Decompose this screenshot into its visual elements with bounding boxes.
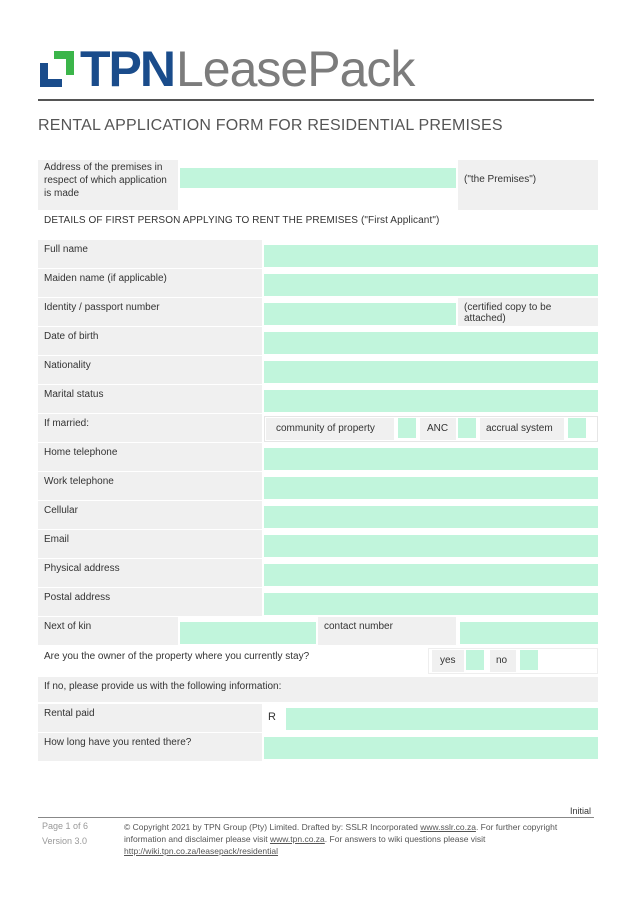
owner-no-label: no: [490, 650, 516, 672]
cellular-label: Cellular: [38, 501, 262, 529]
owner-no-checkbox[interactable]: [520, 650, 538, 670]
sslr-link[interactable]: www.sslr.co.za: [420, 822, 476, 832]
next-of-kin-label: Next of kin: [38, 617, 178, 645]
option-community-checkbox[interactable]: [398, 418, 416, 438]
rental-paid-label: Rental paid: [38, 704, 262, 732]
nationality-input[interactable]: [264, 361, 598, 383]
postal-address-input[interactable]: [264, 593, 598, 615]
work-tel-label: Work telephone: [38, 472, 262, 500]
option-accrual-checkbox[interactable]: [568, 418, 586, 438]
contact-number-input[interactable]: [460, 622, 598, 644]
premises-suffix: ("the Premises"): [458, 160, 598, 210]
physical-address-label: Physical address: [38, 559, 262, 587]
work-tel-input[interactable]: [264, 477, 598, 499]
owner-yes-label: yes: [432, 650, 464, 672]
page-number: Page 1 of 6: [42, 821, 89, 831]
currency-symbol: R: [268, 711, 276, 723]
form-title: RENTAL APPLICATION FORM FOR RESIDENTIAL PREMISES: [38, 117, 503, 134]
option-anc-checkbox[interactable]: [458, 418, 476, 438]
logo-leasepack-text: LeasePack: [176, 41, 415, 97]
version-label: Version 3.0: [42, 836, 88, 846]
tpn-leasepack-logo: [38, 41, 415, 97]
email-input[interactable]: [264, 535, 598, 557]
identity-input[interactable]: [264, 303, 456, 325]
full-name-input[interactable]: [264, 245, 598, 267]
email-label: Email: [38, 530, 262, 558]
dob-input[interactable]: [264, 332, 598, 354]
home-tel-label: Home telephone: [38, 443, 262, 471]
maiden-name-input[interactable]: [264, 274, 598, 296]
identity-note: (certified copy to be attached): [458, 298, 598, 326]
next-of-kin-input[interactable]: [180, 622, 316, 644]
dob-label: Date of birth: [38, 327, 262, 355]
full-name-label: Full name: [38, 240, 262, 268]
owner-yes-checkbox[interactable]: [466, 650, 484, 670]
option-community-label: community of property: [266, 418, 394, 440]
marital-status-label: Marital status: [38, 385, 262, 413]
cellular-input[interactable]: [264, 506, 598, 528]
wiki-link[interactable]: http://wiki.tpn.co.za/leasepack/residential: [124, 846, 279, 856]
maiden-name-label: Maiden name (if applicable): [38, 269, 262, 297]
copyright-text-2: . For further copyright information and disclaimer please visit: [124, 822, 558, 844]
copyright-text-1: © Copyright 2021 by TPN Group (Pty) Limited. Drafted by: SSLR Incorporated: [124, 822, 421, 832]
nationality-label: Nationality: [38, 356, 262, 384]
how-long-input[interactable]: [264, 737, 598, 759]
tpn-mark-icon: [38, 49, 76, 89]
initial-label: Initial: [570, 806, 592, 816]
if-married-label: If married:: [38, 414, 262, 442]
identity-label: Identity / passport number: [38, 298, 262, 326]
owner-question: Are you the owner of the property where you currently stay?: [44, 651, 310, 662]
header-rule: [38, 99, 594, 101]
premises-address-input[interactable]: [180, 168, 456, 188]
physical-address-input[interactable]: [264, 564, 598, 586]
home-tel-input[interactable]: [264, 448, 598, 470]
how-long-label: How long have you rented there?: [38, 733, 262, 761]
rental-paid-input[interactable]: [286, 708, 598, 730]
tpn-link[interactable]: www.tpn.co.za: [269, 834, 325, 844]
contact-number-label: contact number: [318, 617, 456, 645]
copyright-text-3: . For answers to wiki questions please visit: [324, 834, 486, 844]
first-applicant-heading: DETAILS OF FIRST PERSON APPLYING TO RENT THE PREMISES ("First Applicant"): [44, 215, 440, 226]
logo-tpn-text: TPN: [80, 41, 174, 97]
if-no-instruction: If no, please provide us with the following information:: [38, 677, 598, 702]
postal-address-label: Postal address: [38, 588, 262, 616]
footer-rule: [38, 817, 594, 818]
premises-label: Address of the premises in respect of which application is made: [38, 160, 178, 210]
marital-status-input[interactable]: [264, 390, 598, 412]
option-anc-label: ANC: [420, 418, 456, 440]
copyright-notice: [124, 821, 586, 857]
option-accrual-label: accrual system: [480, 418, 564, 440]
